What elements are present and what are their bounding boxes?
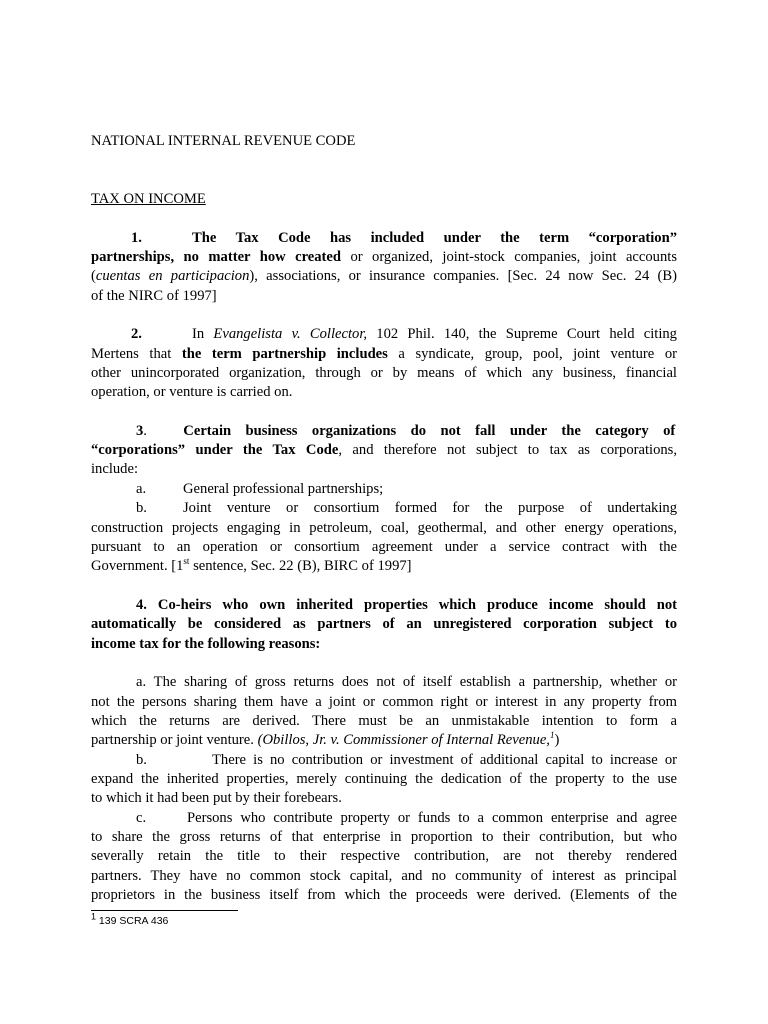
para-4-lead: 4. Co-heirs who own inherited properties which produce income should not bbox=[136, 597, 677, 613]
item-4b-text: There is no contribution or investment of additional capital to increase or bbox=[212, 752, 677, 768]
government-text: Government. [1 bbox=[91, 558, 184, 574]
para-2-line-2 bbox=[91, 345, 677, 364]
para-4c-line-2: to share the gross returns of that enterprise in proportion to their contribution, but who bbox=[91, 829, 677, 845]
para-1-text: or organized, joint-stock companies, joint accounts bbox=[341, 249, 678, 265]
para-1-line-3 bbox=[91, 267, 677, 286]
para-3-line-1 bbox=[136, 422, 677, 441]
item-b-text: Joint venture or consortium formed for the purpose of undertaking bbox=[183, 500, 677, 516]
para-4-bold-3: income tax for the following reasons: bbox=[91, 636, 321, 652]
para-4c-line-3: severally retain the title to their respective contribution, are not thereby rendered bbox=[91, 848, 677, 864]
para-1-line-2 bbox=[91, 248, 677, 267]
item-b-label: b. bbox=[136, 500, 147, 516]
para-1-bold-phrase: partnerships, no matter how created bbox=[91, 249, 342, 265]
footnote-ref[interactable]: 1 bbox=[549, 730, 555, 741]
para-4-line-2 bbox=[91, 615, 677, 634]
para-3-line-3: include: bbox=[91, 461, 139, 477]
para-1-lead: The Tax Code has included under the term “corporation” bbox=[192, 230, 677, 246]
section-heading bbox=[91, 190, 677, 209]
italic-phrase: cuentas en participacion bbox=[95, 268, 250, 284]
case-name: Evangelista v. Collector, bbox=[213, 326, 368, 342]
para-2-line-4: operation, or venture is carried on. bbox=[91, 384, 293, 400]
item-4b-label: b. bbox=[136, 752, 147, 768]
para-3-lead: Certain business organizations do not fall under the category of bbox=[183, 423, 676, 439]
footnote-number: 1 bbox=[91, 911, 97, 922]
para-2-line-1 bbox=[131, 325, 677, 344]
case-citation: (Obillos, Jr. v. Commissioner of Internal Revenue, bbox=[257, 732, 550, 748]
para-2-in: In bbox=[192, 326, 214, 342]
para-2-mertens: Mertens that bbox=[91, 346, 182, 362]
item-4c-label: c. bbox=[136, 810, 147, 826]
item-a-label: a. bbox=[136, 481, 147, 497]
para-4-line-3 bbox=[91, 635, 677, 654]
para-1-text-2: ), associations, or insurance companies. [Sec. 24 now Sec. 24 (B) bbox=[249, 268, 677, 284]
para-4c-line-1 bbox=[136, 809, 677, 828]
joint-venture-text: partnership or joint venture. bbox=[91, 732, 258, 748]
para-4b-line-2: expand the inherited properties, merely continuing the dedication of the property to the use bbox=[91, 771, 677, 787]
para-3-item-b-line-4 bbox=[91, 557, 677, 576]
para-4a-line-3: which the returns are derived. There must be an unmistakable intention to form a bbox=[91, 713, 677, 729]
para-2-lead bbox=[192, 325, 677, 344]
footnote bbox=[91, 911, 169, 927]
para-2-number: 2. bbox=[131, 326, 142, 342]
item-4c-text: Persons who contribute property or funds to a common enterprise and agree bbox=[187, 810, 677, 826]
para-3-item-a bbox=[136, 480, 677, 499]
paren-open: ( bbox=[91, 268, 96, 284]
ordinal-sup: st bbox=[183, 556, 190, 567]
para-1-line-1 bbox=[131, 229, 677, 248]
document-title: NATIONAL INTERNAL REVENUE CODE bbox=[91, 133, 356, 149]
para-2-line-3: other unincorporated organization, through or by means of which any business, financial bbox=[91, 365, 677, 381]
footnote-separator bbox=[91, 910, 238, 911]
para-2-bold-phrase: the term partnership includes bbox=[181, 346, 388, 362]
close-paren: ) bbox=[554, 732, 560, 748]
para-1-number: 1. bbox=[131, 230, 142, 246]
para-3-item-b-line-3: pursuant to an operation or consortium agreement under a service contract with the bbox=[91, 539, 677, 555]
para-4a-line-4 bbox=[91, 731, 677, 750]
para-2-text: 102 Phil. 140, the Supreme Court held citing bbox=[367, 326, 677, 342]
para-4-line-1 bbox=[136, 596, 677, 615]
para-4b-line-3: to which it had been put by their forebears. bbox=[91, 790, 342, 806]
para-3-number: 3 bbox=[136, 423, 144, 439]
para-4a-line-1: a. The sharing of gross returns does not of itself establish a partnership, whether or bbox=[136, 674, 677, 690]
citation-text: sentence, Sec. 22 (B), BIRC of 1997] bbox=[189, 558, 412, 574]
para-3-line-2 bbox=[91, 441, 677, 460]
para-4c-line-4: partners. They have no common stock capital, and no community of interest as principal bbox=[91, 868, 677, 884]
para-4-bold-2: automatically be considered as partners of an unregistered corporation subject to bbox=[91, 616, 677, 632]
para-2-text-2: a syndicate, group, pool, joint venture or bbox=[387, 346, 677, 362]
para-4b-line-1 bbox=[136, 751, 677, 770]
footnote-text: 139 SCRA 436 bbox=[96, 915, 169, 927]
para-3-bold-phrase: “corporations” under the Tax Code bbox=[91, 442, 339, 458]
para-3-item-b-line-2: construction projects engaging in petroleum, coal, geothermal, and other energy operations, bbox=[91, 520, 677, 536]
para-4c-line-5: proprietors in the business itself from which the proceeds were derived. (Elements of the bbox=[91, 887, 677, 903]
section-heading-text: TAX ON INCOME bbox=[91, 191, 206, 207]
item-a-text: General professional partnerships; bbox=[183, 481, 384, 497]
para-4a-line-2: not the persons sharing them have a joint or common right or interest in any property from bbox=[91, 694, 677, 710]
para-1-line-4: of the NIRC of 1997] bbox=[91, 288, 217, 304]
para-3-dot: . bbox=[143, 423, 147, 439]
para-3-item-b-line-1 bbox=[136, 499, 677, 518]
para-3-text: , and therefore not subject to tax as corporations, bbox=[338, 442, 677, 458]
